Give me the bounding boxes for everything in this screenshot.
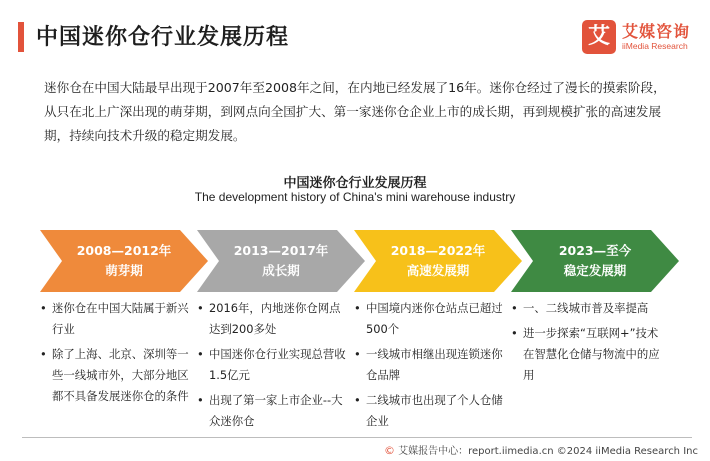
intro-paragraph: 迷你仓在中国大陆最早出现于2007年至2008年之间，在内地已经发展了16年。迷你仓经过了漫长的摸索阶段，从只在北上广深出现的萌芽期，到网点向全国扩大、第一家迷你仓企业上市的成长期，再到规模扩张的高速发展期，持续向技术升级的稳定期发展。 bbox=[44, 80, 666, 143]
brand-name-cn: 艾媒咨询 bbox=[622, 22, 691, 41]
list-item: • 中国迷你仓行业实现总营收1.5亿元 bbox=[197, 344, 347, 386]
stage-years: 2023—至今 bbox=[558, 243, 632, 258]
list-item: • 迷你仓在中国大陆属于新兴行业 bbox=[40, 298, 190, 340]
diagram-title-en: The development history of China's mini warehouse industry bbox=[194, 190, 516, 204]
list-item: • 一线城市相继出现连锁迷你仓品牌 bbox=[354, 344, 504, 386]
stage-label-2 bbox=[211, 241, 351, 281]
list-item: • 除了上海、北京、深圳等一些一线城市外，大部分地区都不具备发展迷你仓的条件 bbox=[40, 344, 190, 407]
stage-years: 2008—2012年 bbox=[76, 243, 172, 258]
stage-name: 萌芽期 bbox=[105, 263, 143, 278]
list-item: • 进一步探索“互联网+”技术在智慧化仓储与物流中的应用 bbox=[511, 323, 661, 386]
stage-label-3 bbox=[368, 241, 508, 281]
stage-name: 高速发展期 bbox=[406, 263, 470, 278]
stage-label-4 bbox=[525, 241, 665, 281]
diagram-title-cn: 中国迷你仓行业发展历程 bbox=[283, 176, 427, 191]
stage-name: 稳定发展期 bbox=[563, 263, 627, 278]
stage-years: 2018—2022年 bbox=[390, 243, 486, 258]
footer-text: 艾媒报告中心：report.iimedia.cn ©2024 iiMedia Research Inc bbox=[398, 446, 698, 457]
brand-logo-icon: 艾 bbox=[582, 20, 616, 54]
page-title: 中国迷你仓行业发展历程 bbox=[36, 25, 290, 50]
list-item: • 二线城市也出现了个人仓储企业 bbox=[354, 390, 504, 432]
stage-points-1 bbox=[40, 298, 190, 411]
stage-name: 成长期 bbox=[262, 263, 300, 278]
stage-points-4 bbox=[511, 298, 661, 390]
list-item: • 一、二线城市普及率提高 bbox=[511, 298, 661, 319]
list-item: • 2016年，内地迷你仓网点达到200多处 bbox=[197, 298, 347, 340]
footer bbox=[384, 442, 698, 457]
footer-divider bbox=[22, 437, 692, 438]
copyright-icon: © bbox=[383, 444, 395, 457]
stage-years: 2013—2017年 bbox=[233, 243, 329, 258]
stage-points-3 bbox=[354, 298, 504, 436]
list-item: • 出现了第一家上市企业--大众迷你仓 bbox=[197, 390, 347, 432]
list-item: • 中国境内迷你仓站点已超过500个 bbox=[354, 298, 504, 340]
brand-name-en: iiMedia Research bbox=[622, 41, 688, 51]
stage-points-2 bbox=[197, 298, 347, 436]
stage-label-1 bbox=[54, 241, 194, 281]
